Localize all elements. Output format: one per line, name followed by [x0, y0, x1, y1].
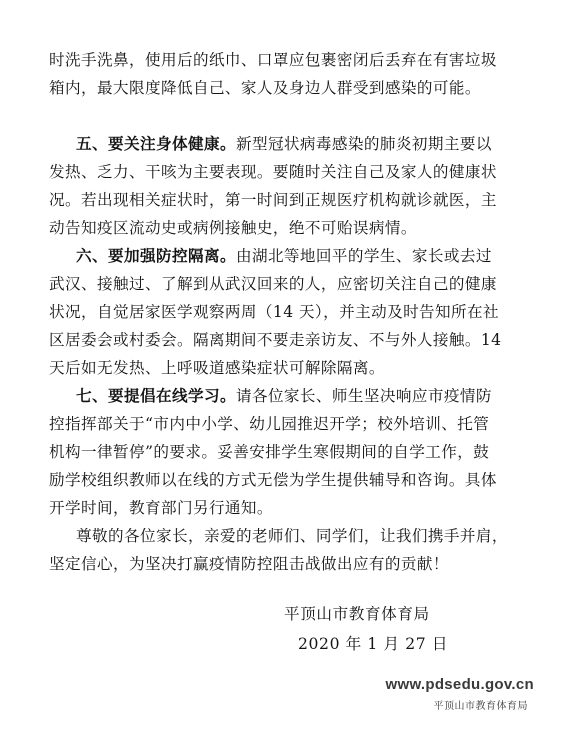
text-line: 状况，自觉居家医学观察两周（14 天），并主动及时告知所在社: [49, 303, 500, 321]
text-line: 动告知疫区流动史或病例接触史，绝不可贻误病情。: [49, 219, 417, 237]
section-6-text: 由湖北等地回平的学生、家长或去过: [235, 247, 492, 265]
paragraph-section-7: [49, 382, 526, 522]
watermark-url: www.pdsedu.gov.cn: [385, 676, 534, 693]
text-line: 机构一律暂停”的要求。妥善安排学生寒假期间的自学工作，鼓: [49, 443, 490, 461]
text-line: 况。若出现相关症状时，第一时间到正规医疗机构就诊就医，主: [49, 191, 497, 209]
section-6-first-line: [76, 242, 526, 270]
section-7-text: 请各位家长、师生坚决响应市疫情防: [235, 387, 492, 405]
section-7-heading: 七、要提倡在线学习。: [76, 386, 236, 405]
text-line: 武汉、接触过、了解到从武汉回来的人，应密切关注自己的健康: [49, 275, 497, 293]
text-line: 控指挥部关于“市内中小学、幼儿园推迟开学；校外培训、托管: [49, 415, 490, 433]
section-7-first-line: [76, 382, 526, 410]
text-line: 区居委会或村委会。隔离期间不要走亲访友、不与外人接触。14: [49, 331, 502, 349]
paragraph-section-5: [49, 130, 526, 242]
signature-organization: 平顶山市教育体育局: [284, 605, 430, 623]
text-line: 箱内，最大限度降低自己、家人及身边人群受到感染的可能。: [49, 79, 481, 97]
signature-date: 2020 年 1 月 27 日: [298, 635, 449, 653]
paragraph-closing: [49, 522, 526, 578]
text-line: 时洗手洗鼻，使用后的纸巾、口罩应包裹密闭后丢弃在有害垃圾: [49, 51, 497, 69]
text-line: 开学时间，教育部门另行通知。: [49, 499, 273, 517]
text-line: 励学校组织教师以在线的方式无偿为学生提供辅导和咨询。具体: [49, 471, 497, 489]
text-line: 天后如无发热、上呼吸道感染症状可解除隔离。: [49, 359, 385, 377]
text-line: 发热、乏力、干咳为主要表现。要随时关注自己及家人的健康状: [49, 163, 497, 181]
paragraph-hygiene-continuation: [49, 46, 526, 102]
section-5-heading: 五、要关注身体健康。: [76, 134, 236, 153]
section-6-heading: 六、要加强防控隔离。: [76, 246, 236, 265]
text-line: 尊敬的各位家长，亲爱的老师们、同学们，让我们携手并肩，: [76, 527, 508, 545]
text-line: 坚定信心，为坚决打赢疫情防控阻击战做出应有的贡献！: [49, 555, 449, 573]
section-5-text: 新型冠状病毒感染的肺炎初期主要以: [235, 135, 492, 153]
paragraph-section-6: [49, 242, 526, 382]
section-5-first-line: [76, 130, 526, 158]
watermark-organization: 平顶山市教育体育局: [433, 701, 528, 712]
